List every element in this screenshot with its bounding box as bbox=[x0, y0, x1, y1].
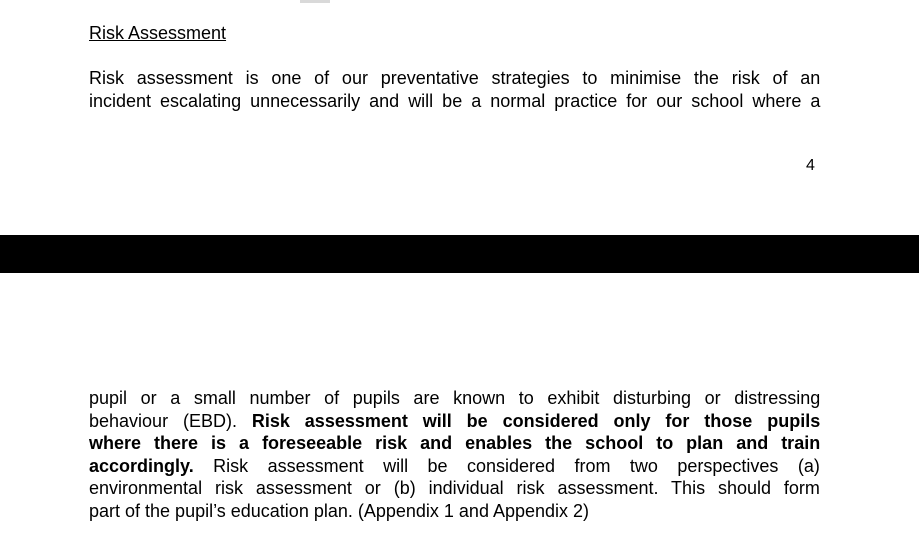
paragraph-line: Risk assessment is one of our preventative strategies to minimise the risk of an bbox=[89, 68, 821, 88]
page-edge-artifact bbox=[300, 0, 330, 3]
paragraph-line bbox=[89, 432, 820, 455]
paragraph-line bbox=[89, 500, 820, 523]
line-text: Risk assessment will be considered from two perspectives (a) bbox=[193, 455, 820, 476]
page-break-divider bbox=[0, 235, 919, 273]
line-text: behaviour (EBD). bbox=[89, 410, 252, 431]
paragraph-line bbox=[89, 455, 820, 478]
bold-emphasis-text: accordingly. bbox=[89, 455, 194, 476]
paragraph-line bbox=[89, 387, 820, 410]
line-text: pupil or a small number of pupils are known to exhibit disturbing or distressing bbox=[89, 388, 821, 408]
bold-emphasis-text: Risk assessment will be considered only for those pupils bbox=[251, 410, 821, 431]
paragraph-line bbox=[89, 410, 820, 433]
risk-assessment-paragraph-start bbox=[89, 67, 820, 112]
page-number: 4 bbox=[806, 157, 815, 174]
section-heading: Risk Assessment bbox=[89, 23, 227, 43]
line-text: environmental risk assessment or (b) individual risk assessment. This should form bbox=[89, 478, 820, 498]
bold-emphasis-text: where there is a foreseeable risk and enables the school to plan and train bbox=[89, 433, 821, 453]
paragraph-line: incident escalating unnecessarily and will be a normal practice for our school where a bbox=[89, 90, 821, 111]
risk-assessment-paragraph-continued bbox=[89, 387, 820, 522]
paragraph-line bbox=[89, 477, 820, 500]
line-text: part of the pupil’s education plan. (Appendix 1 and Appendix 2) bbox=[89, 500, 590, 521]
